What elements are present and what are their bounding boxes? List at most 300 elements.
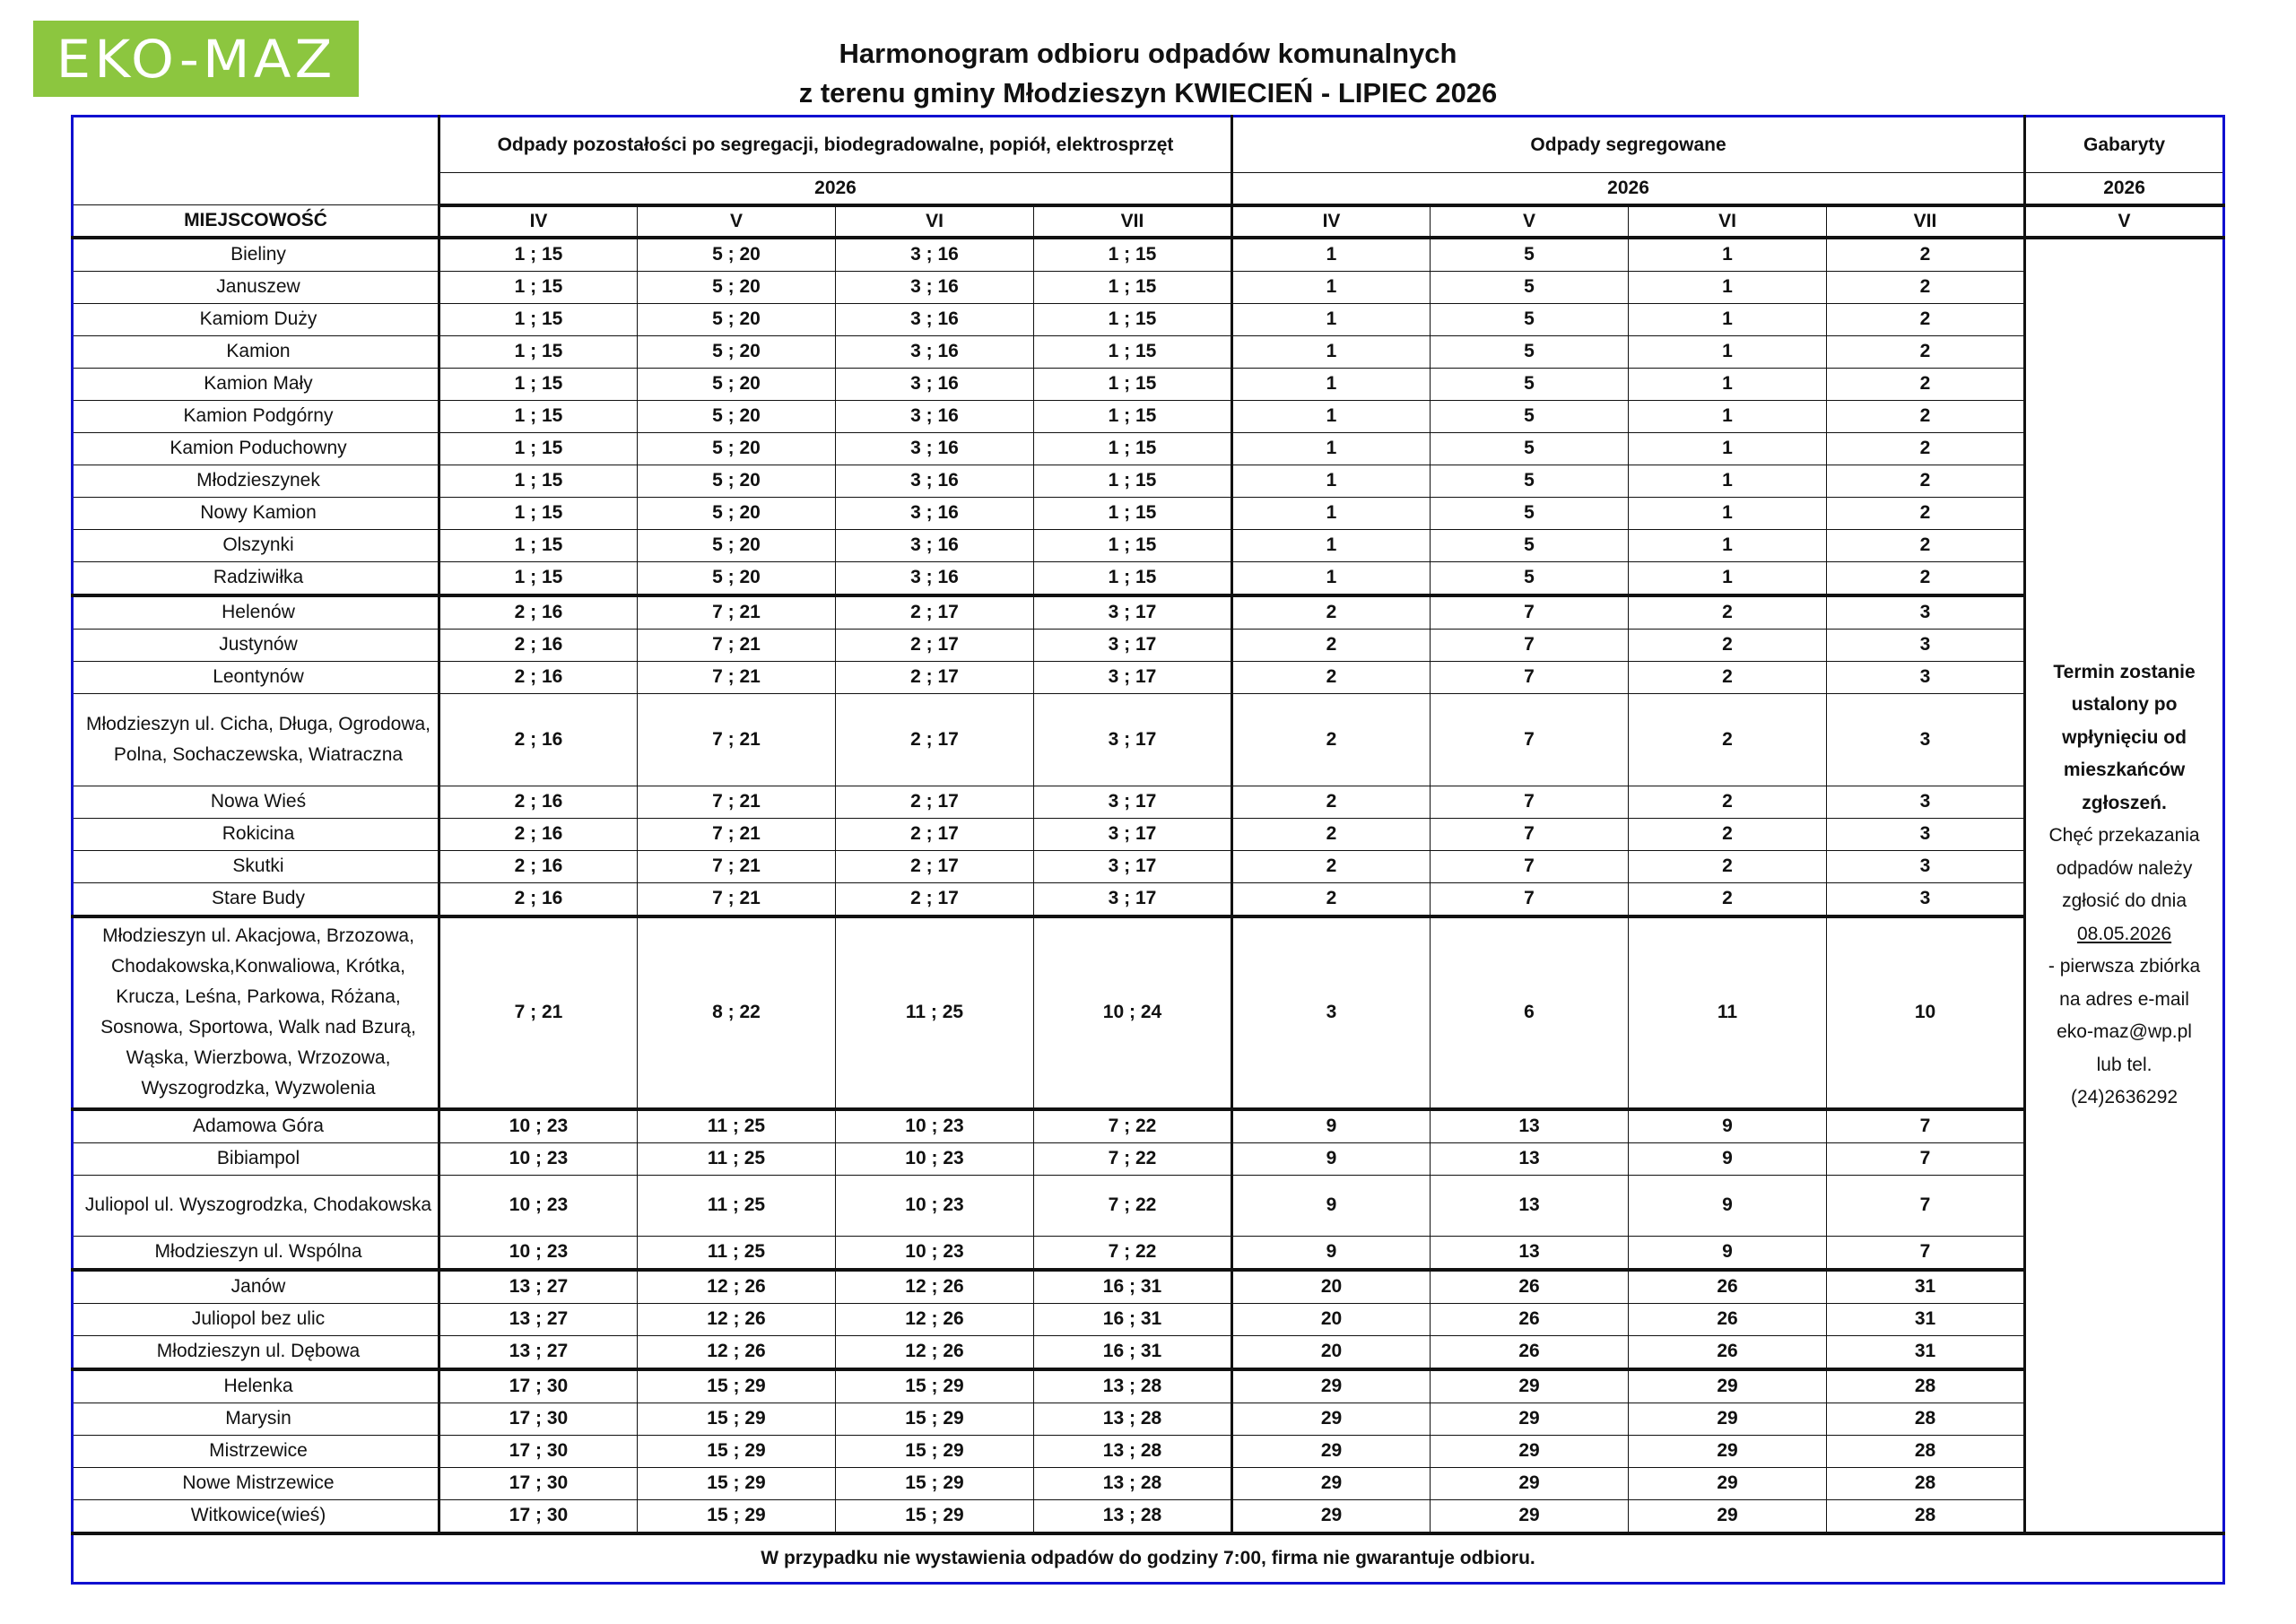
seg-vi: 29: [1629, 1499, 1827, 1533]
place-name: Helenów: [73, 595, 439, 630]
collection-schedule-table: [71, 115, 2225, 1585]
seg-vii: 28: [1827, 1467, 2025, 1499]
seg-vii: 31: [1827, 1303, 2025, 1335]
mixed-vii: 1 ; 15: [1034, 368, 1232, 400]
place-name: Kamion Podgórny: [73, 400, 439, 432]
place-name: Bieliny: [73, 238, 439, 272]
place-name: Rokicina: [73, 818, 439, 850]
month-seg-iv: IV: [1232, 205, 1431, 238]
mixed-v: 5 ; 20: [638, 368, 836, 400]
mixed-vii: 13 ; 28: [1034, 1435, 1232, 1467]
mixed-vii: 1 ; 15: [1034, 529, 1232, 561]
mixed-v: 5 ; 20: [638, 303, 836, 335]
seg-iv: 29: [1232, 1499, 1431, 1533]
seg-v: 29: [1431, 1435, 1629, 1467]
place-name: Nowa Wieś: [73, 786, 439, 818]
place-name: Justynów: [73, 629, 439, 661]
mixed-iv: 2 ; 16: [439, 693, 638, 786]
seg-v: 5: [1431, 400, 1629, 432]
seg-v: 5: [1431, 271, 1629, 303]
seg-vi: 2: [1629, 850, 1827, 882]
mixed-v: 11 ; 25: [638, 1175, 836, 1236]
bulky-note-line-1: Chęć przekazania: [2048, 825, 2200, 846]
month-seg-v: V: [1431, 205, 1629, 238]
mixed-vi: 2 ; 17: [836, 786, 1034, 818]
place-name: Helenka: [73, 1369, 439, 1403]
mixed-vi: 15 ; 29: [836, 1369, 1034, 1403]
mixed-vi: 3 ; 16: [836, 529, 1034, 561]
mixed-iv: 7 ; 21: [439, 916, 638, 1109]
seg-iv: 9: [1232, 1109, 1431, 1143]
seg-iv: 29: [1232, 1467, 1431, 1499]
table-row: [73, 818, 2224, 850]
seg-v: 7: [1431, 850, 1629, 882]
mixed-v: 7 ; 21: [638, 786, 836, 818]
bulky-note-line-6: lub tel.: [2096, 1054, 2152, 1075]
place-name: Bibiampol: [73, 1142, 439, 1175]
mixed-iv: 1 ; 15: [439, 497, 638, 529]
seg-vi: 1: [1629, 529, 1827, 561]
month-seg-vii: VII: [1827, 205, 2025, 238]
eko-maz-logo: [33, 21, 359, 97]
bulky-note-line-3: zgłosić do dnia: [2062, 890, 2187, 911]
group-header-segregated: Odpady segregowane: [1232, 117, 2025, 173]
table-row: [73, 465, 2224, 497]
bulky-deadline-date: 08.05.2026: [2076, 923, 2172, 944]
mixed-vii: 1 ; 15: [1034, 561, 1232, 595]
place-name: Młodzieszyn ul. Dębowa: [73, 1335, 439, 1369]
table-row: [73, 1270, 2224, 1304]
seg-iv: 1: [1232, 303, 1431, 335]
mixed-iv: 10 ; 23: [439, 1109, 638, 1143]
bulky-note-bold-5: zgłoszeń.: [2082, 792, 2167, 813]
contact-phone: (24)2636292: [2070, 1087, 2179, 1107]
seg-iv: 2: [1232, 818, 1431, 850]
mixed-vii: 13 ; 28: [1034, 1467, 1232, 1499]
mixed-v: 5 ; 20: [638, 400, 836, 432]
mixed-vi: 3 ; 16: [836, 432, 1034, 465]
mixed-vii: 3 ; 17: [1034, 693, 1232, 786]
mixed-vii: 7 ; 22: [1034, 1175, 1232, 1236]
mixed-iv: 13 ; 27: [439, 1270, 638, 1304]
seg-vii: 31: [1827, 1335, 2025, 1369]
seg-iv: 9: [1232, 1142, 1431, 1175]
mixed-v: 15 ; 29: [638, 1467, 836, 1499]
mixed-iv: 2 ; 16: [439, 850, 638, 882]
mixed-vi: 12 ; 26: [836, 1303, 1034, 1335]
place-name: Leontynów: [73, 661, 439, 693]
bulky-note-bold-1: Termin zostanie: [2053, 661, 2196, 682]
group-header-bulky: Gabaryty: [2025, 117, 2224, 173]
mixed-v: 15 ; 29: [638, 1435, 836, 1467]
seg-iv: 29: [1232, 1403, 1431, 1435]
logo-text: EKO-MAZ: [56, 28, 336, 90]
month-mixed-vii: VII: [1034, 205, 1232, 238]
mixed-vi: 3 ; 16: [836, 368, 1034, 400]
month-mixed-vi: VI: [836, 205, 1034, 238]
mixed-vii: 1 ; 15: [1034, 271, 1232, 303]
seg-vi: 1: [1629, 271, 1827, 303]
mixed-vii: 1 ; 15: [1034, 465, 1232, 497]
table-row: [73, 1403, 2224, 1435]
mixed-vii: 3 ; 17: [1034, 786, 1232, 818]
mixed-iv: 2 ; 16: [439, 786, 638, 818]
seg-vii: 7: [1827, 1236, 2025, 1270]
seg-vii: 3: [1827, 786, 2025, 818]
mixed-v: 15 ; 29: [638, 1369, 836, 1403]
mixed-v: 15 ; 29: [638, 1403, 836, 1435]
seg-vi: 2: [1629, 661, 1827, 693]
seg-vii: 2: [1827, 529, 2025, 561]
place-name: Młodzieszyn ul. Akacjowa, Brzozowa, Chodakowska,Konwaliowa, Krótka, Krucza, Leśna, Parkowa, Różana, Sosnowa, Sportowa, Walk nad Bzurą, Wąska, Wierzbowa, Wrzozowa, Wyszogrodzka, Wyzwolenia: [73, 916, 439, 1109]
seg-v: 13: [1431, 1109, 1629, 1143]
year-segregated: 2026: [1232, 173, 2025, 205]
table-row: [73, 1335, 2224, 1369]
place-name: Janów: [73, 1270, 439, 1304]
mixed-vii: 1 ; 15: [1034, 497, 1232, 529]
seg-v: 5: [1431, 303, 1629, 335]
table-row: [73, 1175, 2224, 1236]
mixed-vii: 7 ; 22: [1034, 1109, 1232, 1143]
mixed-iv: 17 ; 30: [439, 1369, 638, 1403]
mixed-vii: 10 ; 24: [1034, 916, 1232, 1109]
seg-vi: 2: [1629, 786, 1827, 818]
mixed-v: 7 ; 21: [638, 818, 836, 850]
seg-v: 26: [1431, 1270, 1629, 1304]
mixed-v: 7 ; 21: [638, 850, 836, 882]
seg-iv: 1: [1232, 238, 1431, 272]
seg-vi: 2: [1629, 882, 1827, 916]
seg-vi: 26: [1629, 1335, 1827, 1369]
mixed-v: 7 ; 21: [638, 661, 836, 693]
mixed-iv: 1 ; 15: [439, 303, 638, 335]
mixed-iv: 1 ; 15: [439, 432, 638, 465]
seg-v: 6: [1431, 916, 1629, 1109]
seg-vi: 2: [1629, 693, 1827, 786]
seg-vi: 2: [1629, 595, 1827, 630]
seg-iv: 1: [1232, 432, 1431, 465]
seg-iv: 1: [1232, 400, 1431, 432]
seg-iv: 1: [1232, 497, 1431, 529]
seg-vi: 2: [1629, 629, 1827, 661]
seg-vi: 9: [1629, 1236, 1827, 1270]
mixed-vi: 2 ; 17: [836, 595, 1034, 630]
mixed-vii: 7 ; 22: [1034, 1236, 1232, 1270]
mixed-iv: 1 ; 15: [439, 400, 638, 432]
table-row: [73, 238, 2224, 272]
mixed-vii: 7 ; 22: [1034, 1142, 1232, 1175]
mixed-vii: 3 ; 17: [1034, 595, 1232, 630]
seg-vii: 3: [1827, 882, 2025, 916]
mixed-v: 7 ; 21: [638, 629, 836, 661]
mixed-v: 11 ; 25: [638, 1109, 836, 1143]
mixed-v: 12 ; 26: [638, 1335, 836, 1369]
table-row: [73, 368, 2224, 400]
mixed-vi: 10 ; 23: [836, 1175, 1034, 1236]
seg-v: 26: [1431, 1303, 1629, 1335]
mixed-vi: 15 ; 29: [836, 1499, 1034, 1533]
seg-vii: 28: [1827, 1369, 2025, 1403]
place-name: Nowy Kamion: [73, 497, 439, 529]
place-name: Olszynki: [73, 529, 439, 561]
mixed-v: 12 ; 26: [638, 1270, 836, 1304]
bulky-note-cell: [2025, 238, 2224, 1533]
mixed-iv: 2 ; 16: [439, 661, 638, 693]
mixed-iv: 17 ; 30: [439, 1467, 638, 1499]
mixed-vii: 13 ; 28: [1034, 1499, 1232, 1533]
seg-vii: 2: [1827, 465, 2025, 497]
mixed-iv: 2 ; 16: [439, 629, 638, 661]
mixed-iv: 10 ; 23: [439, 1142, 638, 1175]
seg-vii: 31: [1827, 1270, 2025, 1304]
table-row: [73, 629, 2224, 661]
month-mixed-v: V: [638, 205, 836, 238]
place-name: Juliopol bez ulic: [73, 1303, 439, 1335]
mixed-vi: 2 ; 17: [836, 661, 1034, 693]
table-row: [73, 497, 2224, 529]
seg-vii: 2: [1827, 303, 2025, 335]
seg-v: 13: [1431, 1236, 1629, 1270]
empty-corner-cell: [73, 117, 439, 205]
seg-vii: 7: [1827, 1109, 2025, 1143]
table-row: [73, 1109, 2224, 1143]
seg-iv: 9: [1232, 1236, 1431, 1270]
mixed-iv: 1 ; 15: [439, 368, 638, 400]
month-seg-vi: VI: [1629, 205, 1827, 238]
mixed-vi: 15 ; 29: [836, 1435, 1034, 1467]
seg-vi: 1: [1629, 368, 1827, 400]
mixed-v: 5 ; 20: [638, 335, 836, 368]
mixed-v: 12 ; 26: [638, 1303, 836, 1335]
seg-vii: 28: [1827, 1403, 2025, 1435]
mixed-iv: 10 ; 23: [439, 1175, 638, 1236]
mixed-vi: 10 ; 23: [836, 1109, 1034, 1143]
contact-email-link[interactable]: eko-maz@wp.pl: [2057, 1021, 2192, 1042]
seg-iv: 29: [1232, 1435, 1431, 1467]
mixed-vii: 3 ; 17: [1034, 629, 1232, 661]
mixed-vi: 3 ; 16: [836, 465, 1034, 497]
seg-vii: 7: [1827, 1175, 2025, 1236]
place-name: Witkowice(wieś): [73, 1499, 439, 1533]
seg-vi: 29: [1629, 1467, 1827, 1499]
table-row: [73, 916, 2224, 1109]
seg-iv: 1: [1232, 529, 1431, 561]
month-bulky-v: V: [2025, 205, 2224, 238]
mixed-iv: 1 ; 15: [439, 335, 638, 368]
year-bulky: 2026: [2025, 173, 2224, 205]
mixed-vi: 2 ; 17: [836, 818, 1034, 850]
seg-iv: 1: [1232, 561, 1431, 595]
table-row: [73, 335, 2224, 368]
mixed-vi: 2 ; 17: [836, 882, 1034, 916]
seg-iv: 2: [1232, 786, 1431, 818]
mixed-vi: 11 ; 25: [836, 916, 1034, 1109]
mixed-iv: 1 ; 15: [439, 465, 638, 497]
table-row: [73, 1499, 2224, 1533]
table-row: [73, 661, 2224, 693]
seg-vii: 2: [1827, 497, 2025, 529]
mixed-vii: 13 ; 28: [1034, 1403, 1232, 1435]
seg-vi: 29: [1629, 1369, 1827, 1403]
seg-iv: 9: [1232, 1175, 1431, 1236]
seg-iv: 20: [1232, 1270, 1431, 1304]
mixed-iv: 2 ; 16: [439, 882, 638, 916]
seg-vii: 28: [1827, 1435, 2025, 1467]
mixed-iv: 17 ; 30: [439, 1435, 638, 1467]
mixed-iv: 17 ; 30: [439, 1499, 638, 1533]
place-name: Nowe Mistrzewice: [73, 1467, 439, 1499]
bulky-note-bold-3: wpłynięciu od: [2062, 726, 2187, 748]
mixed-v: 7 ; 21: [638, 595, 836, 630]
seg-iv: 2: [1232, 595, 1431, 630]
mixed-iv: 13 ; 27: [439, 1303, 638, 1335]
mixed-v: 5 ; 20: [638, 271, 836, 303]
seg-iv: 2: [1232, 850, 1431, 882]
place-name: Januszew: [73, 271, 439, 303]
seg-iv: 29: [1232, 1369, 1431, 1403]
mixed-vi: 10 ; 23: [836, 1236, 1034, 1270]
seg-vi: 1: [1629, 432, 1827, 465]
seg-vi: 26: [1629, 1270, 1827, 1304]
mixed-vi: 3 ; 16: [836, 303, 1034, 335]
mixed-vii: 16 ; 31: [1034, 1270, 1232, 1304]
seg-iv: 20: [1232, 1335, 1431, 1369]
table-row: [73, 1467, 2224, 1499]
month-mixed-iv: IV: [439, 205, 638, 238]
table-row: [73, 400, 2224, 432]
table-row: [73, 1142, 2224, 1175]
mixed-vi: 3 ; 16: [836, 335, 1034, 368]
place-name: Skutki: [73, 850, 439, 882]
seg-iv: 1: [1232, 335, 1431, 368]
mixed-iv: 13 ; 27: [439, 1335, 638, 1369]
mixed-iv: 1 ; 15: [439, 561, 638, 595]
place-name: Młodzieszyn ul. Wspólna: [73, 1236, 439, 1270]
seg-v: 7: [1431, 661, 1629, 693]
mixed-vi: 3 ; 16: [836, 271, 1034, 303]
table-row: [73, 529, 2224, 561]
seg-v: 29: [1431, 1403, 1629, 1435]
seg-iv: 20: [1232, 1303, 1431, 1335]
seg-iv: 2: [1232, 629, 1431, 661]
place-name: Kamion Poduchowny: [73, 432, 439, 465]
mixed-vi: 2 ; 17: [836, 850, 1034, 882]
seg-vii: 2: [1827, 271, 2025, 303]
seg-vi: 1: [1629, 465, 1827, 497]
place-name: Kamion: [73, 335, 439, 368]
seg-v: 7: [1431, 786, 1629, 818]
seg-vi: 29: [1629, 1403, 1827, 1435]
mixed-v: 5 ; 20: [638, 497, 836, 529]
seg-iv: 2: [1232, 693, 1431, 786]
mixed-vii: 1 ; 15: [1034, 400, 1232, 432]
mixed-vii: 13 ; 28: [1034, 1369, 1232, 1403]
mixed-vii: 16 ; 31: [1034, 1335, 1232, 1369]
year-mixed: 2026: [439, 173, 1232, 205]
seg-v: 7: [1431, 629, 1629, 661]
seg-vii: 2: [1827, 335, 2025, 368]
seg-v: 5: [1431, 465, 1629, 497]
seg-iv: 1: [1232, 465, 1431, 497]
table-row: [73, 1303, 2224, 1335]
seg-vi: 1: [1629, 561, 1827, 595]
mixed-v: 5 ; 20: [638, 529, 836, 561]
mixed-vii: 1 ; 15: [1034, 432, 1232, 465]
bulky-note-line-4: - pierwsza zbiórka: [2048, 956, 2201, 977]
mixed-vii: 1 ; 15: [1034, 335, 1232, 368]
mixed-vii: 3 ; 17: [1034, 882, 1232, 916]
seg-vii: 2: [1827, 238, 2025, 272]
place-name: Młodzieszynek: [73, 465, 439, 497]
mixed-v: 8 ; 22: [638, 916, 836, 1109]
seg-iv: 3: [1232, 916, 1431, 1109]
seg-vi: 11: [1629, 916, 1827, 1109]
seg-vii: 2: [1827, 561, 2025, 595]
seg-vi: 9: [1629, 1142, 1827, 1175]
seg-v: 5: [1431, 335, 1629, 368]
seg-v: 13: [1431, 1142, 1629, 1175]
mixed-vi: 3 ; 16: [836, 561, 1034, 595]
mixed-vii: 16 ; 31: [1034, 1303, 1232, 1335]
place-name: Marysin: [73, 1403, 439, 1435]
seg-vii: 2: [1827, 368, 2025, 400]
bulky-note-line-2: odpadów należy: [2056, 857, 2193, 879]
place-name: Mistrzewice: [73, 1435, 439, 1467]
table-row: [73, 595, 2224, 630]
mixed-iv: 2 ; 16: [439, 818, 638, 850]
page-title-line-1: Harmonogram odbioru odpadów komunalnych: [839, 38, 1457, 69]
mixed-v: 11 ; 25: [638, 1236, 836, 1270]
table-row: [73, 432, 2224, 465]
mixed-vii: 3 ; 17: [1034, 850, 1232, 882]
mixed-iv: 10 ; 23: [439, 1236, 638, 1270]
table-row: [73, 1369, 2224, 1403]
page-title-line-2: z terenu gminy Młodzieszyn KWIECIEŃ - LIPIEC 2026: [798, 77, 1498, 109]
place-name: Kamiom Duży: [73, 303, 439, 335]
seg-iv: 1: [1232, 368, 1431, 400]
mixed-iv: 2 ; 16: [439, 595, 638, 630]
seg-vi: 2: [1629, 818, 1827, 850]
seg-vii: 2: [1827, 432, 2025, 465]
table-row: [73, 1236, 2224, 1270]
mixed-vi: 15 ; 29: [836, 1467, 1034, 1499]
seg-v: 29: [1431, 1369, 1629, 1403]
seg-vi: 1: [1629, 303, 1827, 335]
mixed-vi: 12 ; 26: [836, 1270, 1034, 1304]
mixed-vi: 3 ; 16: [836, 497, 1034, 529]
place-name: Kamion Mały: [73, 368, 439, 400]
seg-v: 7: [1431, 818, 1629, 850]
seg-vi: 1: [1629, 400, 1827, 432]
mixed-iv: 1 ; 15: [439, 529, 638, 561]
place-name: Adamowa Góra: [73, 1109, 439, 1143]
seg-vii: 3: [1827, 850, 2025, 882]
mixed-iv: 1 ; 15: [439, 238, 638, 272]
seg-v: 13: [1431, 1175, 1629, 1236]
table-row: [73, 882, 2224, 916]
bulky-note-line-5: na adres e-mail: [2059, 988, 2189, 1010]
group-header-mixed: Odpady pozostałości po segregacji, biodegradowalne, popiół, elektrosprzęt: [439, 117, 1232, 173]
seg-vi: 1: [1629, 238, 1827, 272]
mixed-v: 7 ; 21: [638, 693, 836, 786]
seg-iv: 2: [1232, 882, 1431, 916]
seg-vii: 10: [1827, 916, 2025, 1109]
bulky-note-bold-4: mieszkańców: [2063, 760, 2186, 780]
seg-v: 26: [1431, 1335, 1629, 1369]
seg-v: 5: [1431, 529, 1629, 561]
seg-vii: 7: [1827, 1142, 2025, 1175]
footer-note: W przypadku nie wystawienia odpadów do godziny 7:00, firma nie gwarantuje odbioru.: [73, 1533, 2224, 1584]
